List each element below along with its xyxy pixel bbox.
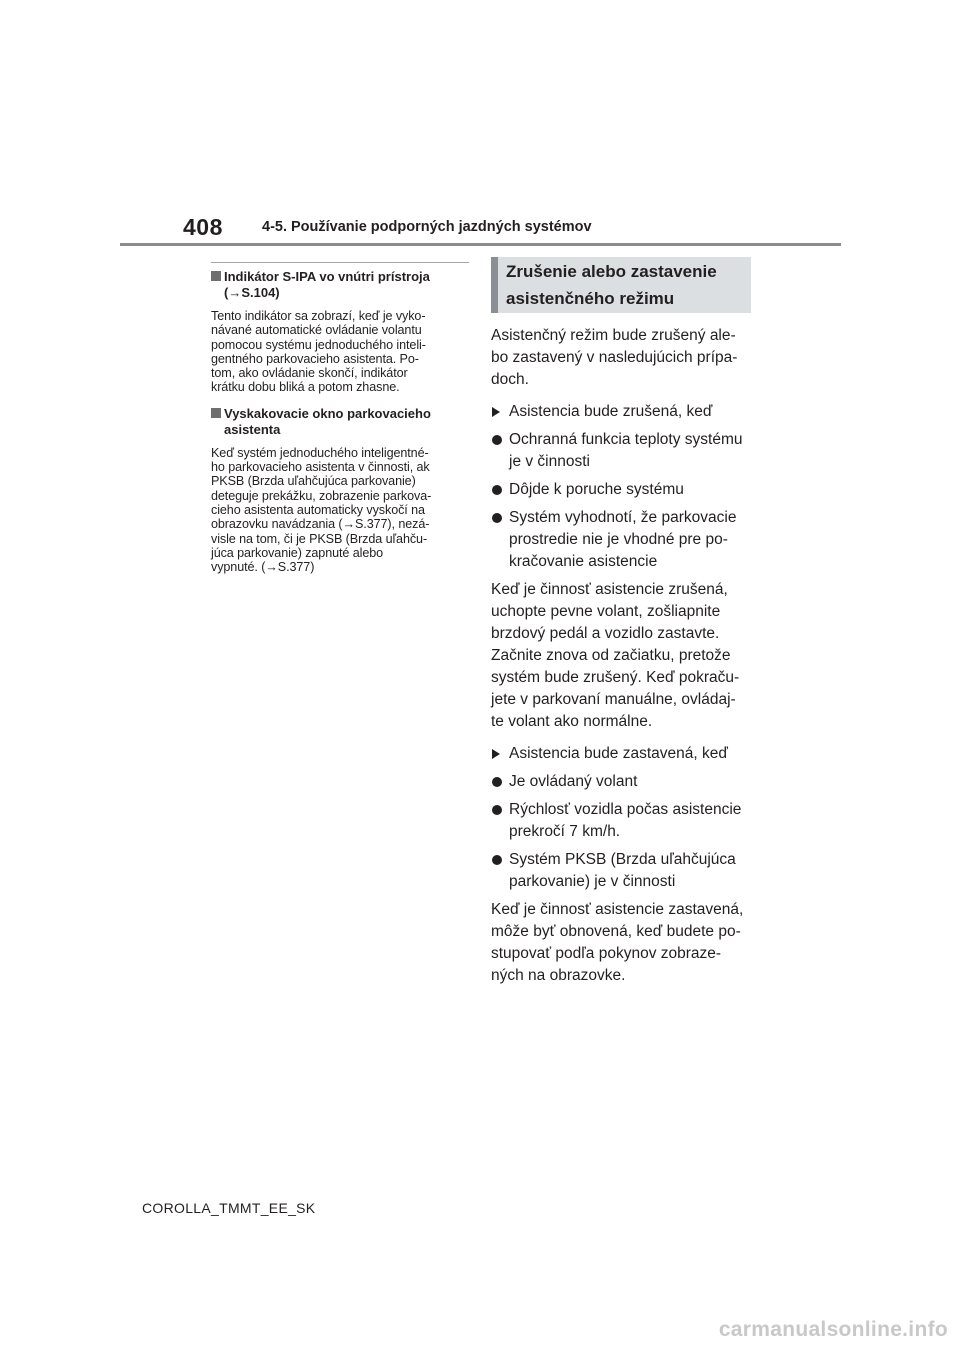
text-line: prostredie nie je vhodné pre po-	[509, 531, 728, 548]
text-line: gentného parkovacieho asistenta. Po-	[211, 351, 419, 366]
text-line: Keď je činnosť asistencie zastavená,	[491, 901, 744, 918]
text-line: Asistencia bude zrušená, keď	[509, 403, 713, 420]
text-line: deteguje prekážku, zobrazenie parkova-	[211, 488, 432, 503]
cancel-note	[491, 579, 751, 733]
bullet-dot-icon	[492, 777, 502, 787]
text-line: júca parkovanie) zapnuté alebo	[211, 545, 384, 560]
text-line: vypnuté. (→S.377)	[211, 560, 315, 575]
text-line: Rýchlosť vozidla počas asistencie	[509, 801, 742, 818]
text-line: prekročí 7 km/h.	[509, 823, 621, 840]
text-line: te volant ako normálne.	[491, 713, 653, 730]
text-line: bo zastavený v nasledujúcich prípa-	[491, 349, 738, 366]
text-line: Asistenčný režim bude zrušený ale-	[491, 327, 736, 344]
text-line: Začnite znova od začiatku, pretože	[491, 647, 731, 664]
square-bullet-icon	[211, 271, 221, 281]
list-item	[491, 771, 751, 793]
section-title-line: asistenčného režimu	[506, 289, 675, 308]
text-line: jete v parkovaní manuálne, ovládaj-	[491, 691, 736, 708]
bullet-dot-icon	[492, 435, 502, 445]
sub-heading-line: Vyskakovacie okno parkovacieho	[224, 405, 431, 421]
text-line: uchopte pevne volant, zošliapnite	[491, 603, 721, 620]
list-item	[491, 429, 751, 473]
cancel-heading	[491, 401, 751, 423]
list-item	[491, 479, 751, 501]
stop-note	[491, 899, 751, 987]
text-line: Tento indikátor sa zobrazí, keď je vyko-	[211, 309, 426, 323]
text-line: Asistencia bude zastavená, keď	[509, 745, 728, 762]
section-title-box	[491, 257, 751, 313]
text-line: doch.	[491, 371, 529, 388]
indicator-description	[211, 309, 469, 395]
text-line: stupovať podľa pokynov zobraze-	[491, 945, 722, 962]
triangle-arrow-icon	[492, 749, 500, 759]
sub-heading-indicator	[211, 269, 469, 301]
text-line: Systém vyhodnotí, že parkovacie	[509, 509, 737, 526]
popup-description	[211, 446, 469, 575]
sub-heading-line: asistenta	[224, 421, 281, 437]
text-line: je v činnosti	[509, 453, 590, 470]
bullet-dot-icon	[492, 485, 502, 495]
left-column	[211, 262, 469, 585]
bullet-dot-icon	[492, 805, 502, 815]
text-line: pomocou systému jednoduchého inteli-	[211, 337, 426, 352]
text-line: ných na obrazovke.	[491, 967, 626, 984]
text-line: kračovanie asistencie	[509, 553, 658, 570]
text-line: PKSB (Brzda uľahčujúca parkovanie)	[211, 474, 416, 489]
sub-heading-popup	[211, 406, 469, 438]
text-line: tom, ako ovládanie skončí, indikátor	[211, 366, 408, 381]
list-item	[491, 507, 751, 573]
document-code: COROLLA_TMMT_EE_SK	[142, 1200, 316, 1216]
text-line: cieho asistenta automaticky vyskočí na	[211, 502, 425, 517]
intro-paragraph	[491, 325, 751, 391]
text-line: ho parkovacieho asistenta v činnosti, ak	[211, 460, 430, 475]
page-number: 408	[183, 214, 223, 240]
square-bullet-icon	[211, 408, 221, 418]
text-line: krátku dobu bliká a potom zhasne.	[211, 380, 400, 395]
text-line: návané automatické ovládanie volantu	[211, 323, 422, 338]
right-column	[491, 257, 751, 987]
bullet-dot-icon	[492, 855, 502, 865]
text-line: visle na tom, či je PKSB (Brzda uľahču-	[211, 531, 428, 546]
triangle-arrow-icon	[492, 407, 500, 417]
thin-rule	[211, 262, 469, 263]
text-line: Keď je činnosť asistencie zrušená,	[491, 581, 728, 598]
sub-heading-line: Indikátor S-IPA vo vnútri prístroja	[224, 269, 430, 284]
text-line: Keď systém jednoduchého inteligentné-	[211, 445, 429, 460]
text-line: Dôjde k poruche systému	[509, 481, 684, 498]
text-line: brzdový pedál a vozidlo zastavte.	[491, 625, 720, 642]
list-item	[491, 849, 751, 893]
text-line: Systém PKSB (Brzda uľahčujúca	[509, 851, 736, 868]
text-line: obrazovku navádzania (→S.377), nezá-	[211, 517, 430, 532]
chapter-title: 4-5. Používanie podporných jazdných systémov	[262, 219, 592, 235]
text-line: systém bude zrušený. Keď pokraču-	[491, 669, 740, 686]
watermark-text: carmanualsonline.info	[718, 1318, 948, 1341]
text-line: Ochranná funkcia teploty systému	[509, 431, 743, 448]
bullet-dot-icon	[492, 513, 502, 523]
list-item	[491, 799, 751, 843]
section-title-line: Zrušenie alebo zastavenie	[506, 262, 717, 281]
text-line: môže byť obnovená, keď budete po-	[491, 923, 741, 940]
sub-heading-line: (→S.104)	[224, 285, 280, 300]
text-line: Je ovládaný volant	[509, 773, 638, 790]
stop-heading	[491, 743, 751, 765]
header-rule	[120, 243, 841, 246]
text-line: parkovanie) je v činnosti	[509, 873, 676, 890]
